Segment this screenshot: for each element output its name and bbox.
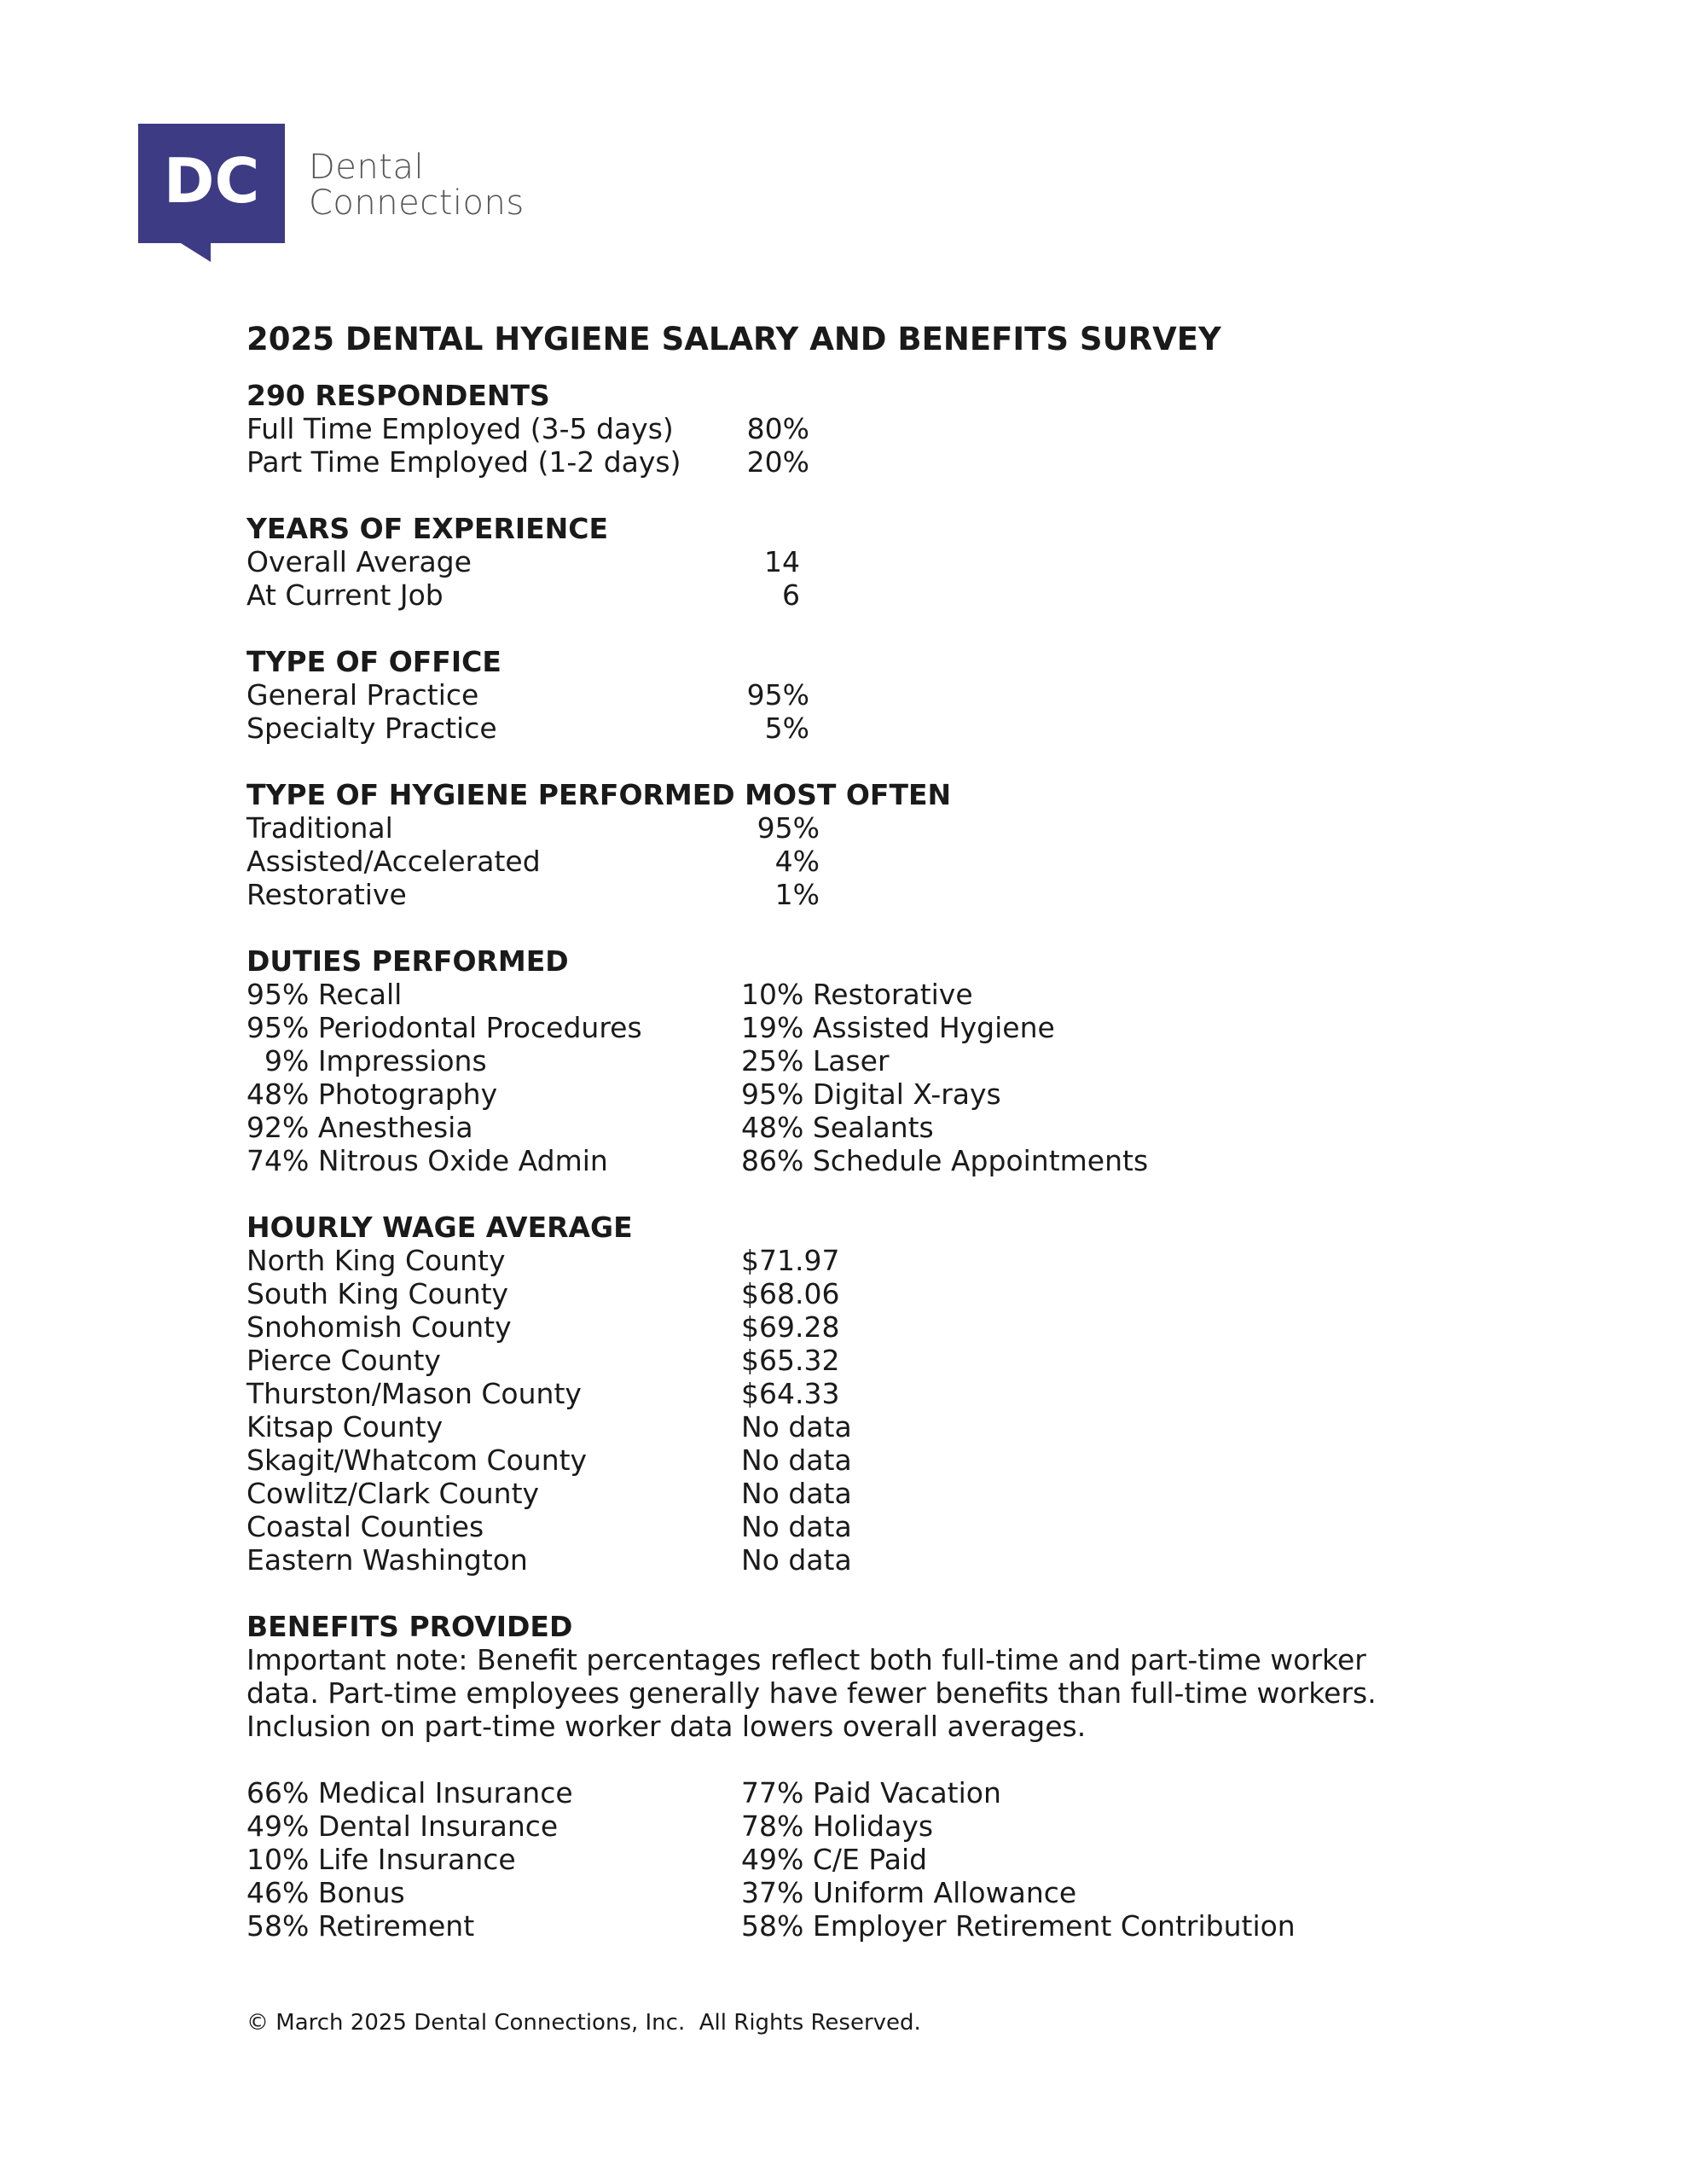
copyright-footer: © March 2025 Dental Connections, Inc. All Rights Reserved. <box>246 2010 921 2036</box>
section-heading: TYPE OF HYGIENE PERFORMED MOST OFTEN <box>246 778 952 811</box>
row-value: $68.06 <box>741 1277 840 1310</box>
logo-initials: DC <box>163 145 260 217</box>
row-value: No data <box>741 1543 852 1577</box>
row-label: Part Time Employed (1-2 days) <box>246 445 681 479</box>
table-row <box>246 545 1654 578</box>
duty-right: 86% Schedule Appointments <box>741 1144 1149 1177</box>
duty-right: 48% Sealants <box>741 1111 934 1144</box>
table-row <box>246 1111 1654 1144</box>
row-value: $69.28 <box>741 1310 840 1344</box>
benefit-left: 66% Medical Insurance <box>246 1776 573 1809</box>
table-row <box>246 978 1654 1011</box>
benefit-right: 37% Uniform Allowance <box>741 1876 1077 1909</box>
experience-section <box>246 512 1654 612</box>
table-row <box>246 1144 1654 1177</box>
duties-section <box>246 944 1654 1177</box>
table-row <box>246 1776 1654 1809</box>
duty-right: 19% Assisted Hygiene <box>741 1011 1055 1044</box>
row-label: Specialty Practice <box>246 712 497 745</box>
table-row <box>246 1310 1654 1344</box>
benefit-left: 49% Dental Insurance <box>246 1809 559 1843</box>
row-label: Overall Average <box>246 545 472 578</box>
table-row <box>246 1809 1654 1843</box>
logo-name-line2: Connections <box>309 183 525 223</box>
table-row <box>246 1344 1654 1377</box>
row-label: Kitsap County <box>246 1410 443 1443</box>
duty-left: 9% Impressions <box>246 1044 487 1077</box>
table-row <box>246 1510 1654 1543</box>
benefit-left: 46% Bonus <box>246 1876 405 1909</box>
duty-left: 48% Photography <box>246 1077 498 1111</box>
row-value: 14 <box>764 545 800 578</box>
table-row <box>246 1044 1654 1077</box>
row-label: Full Time Employed (3-5 days) <box>246 412 674 445</box>
row-value: 1% <box>774 878 820 911</box>
row-label: South King County <box>246 1277 509 1310</box>
table-row <box>246 1377 1654 1410</box>
table-row <box>246 1011 1654 1044</box>
row-label: Pierce County <box>246 1344 441 1377</box>
table-row <box>246 878 1654 911</box>
row-label: North King County <box>246 1244 506 1277</box>
row-value: 5% <box>764 712 809 745</box>
survey-document <box>246 316 1654 1943</box>
respondents-section <box>246 379 1654 479</box>
benefit-right: 58% Employer Retirement Contribution <box>741 1909 1296 1943</box>
row-label: Snohomish County <box>246 1310 512 1344</box>
duty-right: 10% Restorative <box>741 978 973 1011</box>
table-row <box>246 1843 1654 1876</box>
benefit-left: 10% Life Insurance <box>246 1843 516 1876</box>
row-value: No data <box>741 1443 852 1477</box>
duty-right: 95% Digital X-rays <box>741 1077 1001 1111</box>
section-heading: HOURLY WAGE AVERAGE <box>246 1211 633 1244</box>
row-label: Thurston/Mason County <box>246 1377 582 1410</box>
row-label: Coastal Counties <box>246 1510 484 1543</box>
benefit-right: 49% C/E Paid <box>741 1843 928 1876</box>
benefit-left: 58% Retirement <box>246 1909 475 1943</box>
benefits-note: Important note: Benefit percentages reflect both full-time and part-time worker data. Part-time employees generally have fewer benefits than full-time workers. Inclusion on part-time worker data lowers overall averages. <box>246 1643 1377 1743</box>
duty-left: 92% Anesthesia <box>246 1111 473 1144</box>
logo-wordmark <box>309 149 650 221</box>
section-heading: 290 RESPONDENTS <box>246 379 550 412</box>
benefit-right: 77% Paid Vacation <box>741 1776 1001 1809</box>
row-label: At Current Job <box>246 578 443 612</box>
duty-right: 25% Laser <box>741 1044 890 1077</box>
table-row <box>246 412 1654 445</box>
logo-mark <box>138 124 285 262</box>
table-row <box>246 845 1654 878</box>
benefit-right: 78% Holidays <box>741 1809 934 1843</box>
logo-name-line1: Dental <box>309 148 425 187</box>
table-row <box>246 1410 1654 1443</box>
table-row <box>246 712 1654 745</box>
office-section <box>246 645 1654 745</box>
row-value: $64.33 <box>741 1377 840 1410</box>
table-row <box>246 1909 1654 1943</box>
page-title: 2025 DENTAL HYGIENE SALARY AND BENEFITS SURVEY <box>246 321 1221 357</box>
row-label: Skagit/Whatcom County <box>246 1443 588 1477</box>
hygiene-section <box>246 778 1654 911</box>
section-heading: TYPE OF OFFICE <box>246 645 501 678</box>
row-value: 95% <box>757 811 820 845</box>
section-heading: DUTIES PERFORMED <box>246 944 569 978</box>
row-label: Assisted/Accelerated <box>246 845 541 878</box>
duty-left: 74% Nitrous Oxide Admin <box>246 1144 608 1177</box>
row-label: Traditional <box>246 811 393 845</box>
row-label: Eastern Washington <box>246 1543 528 1577</box>
row-value: 80% <box>746 412 809 445</box>
duty-left: 95% Periodontal Procedures <box>246 1011 642 1044</box>
table-row <box>246 1244 1654 1277</box>
row-label: General Practice <box>246 678 479 712</box>
section-heading: YEARS OF EXPERIENCE <box>246 512 609 545</box>
table-row <box>246 578 1654 612</box>
row-value: 20% <box>746 445 809 479</box>
duty-left: 95% Recall <box>246 978 403 1011</box>
table-row <box>246 811 1654 845</box>
wages-section <box>246 1211 1654 1577</box>
table-row <box>246 445 1654 479</box>
row-value: 6 <box>782 578 800 612</box>
row-label: Cowlitz/Clark County <box>246 1477 540 1510</box>
table-row <box>246 678 1654 712</box>
table-row <box>246 1543 1654 1577</box>
row-value: 4% <box>774 845 820 878</box>
table-row <box>246 1443 1654 1477</box>
benefits-section <box>246 1610 1654 1943</box>
row-value: No data <box>741 1477 852 1510</box>
row-value: $65.32 <box>741 1344 840 1377</box>
row-value: $71.97 <box>741 1244 840 1277</box>
row-value: 95% <box>746 678 809 712</box>
section-heading: BENEFITS PROVIDED <box>246 1610 573 1643</box>
row-value: No data <box>741 1410 852 1443</box>
table-row <box>246 1876 1654 1909</box>
table-row <box>246 1277 1654 1310</box>
row-value: No data <box>741 1510 852 1543</box>
table-row <box>246 1077 1654 1111</box>
table-row <box>246 1477 1654 1510</box>
row-label: Restorative <box>246 878 407 911</box>
